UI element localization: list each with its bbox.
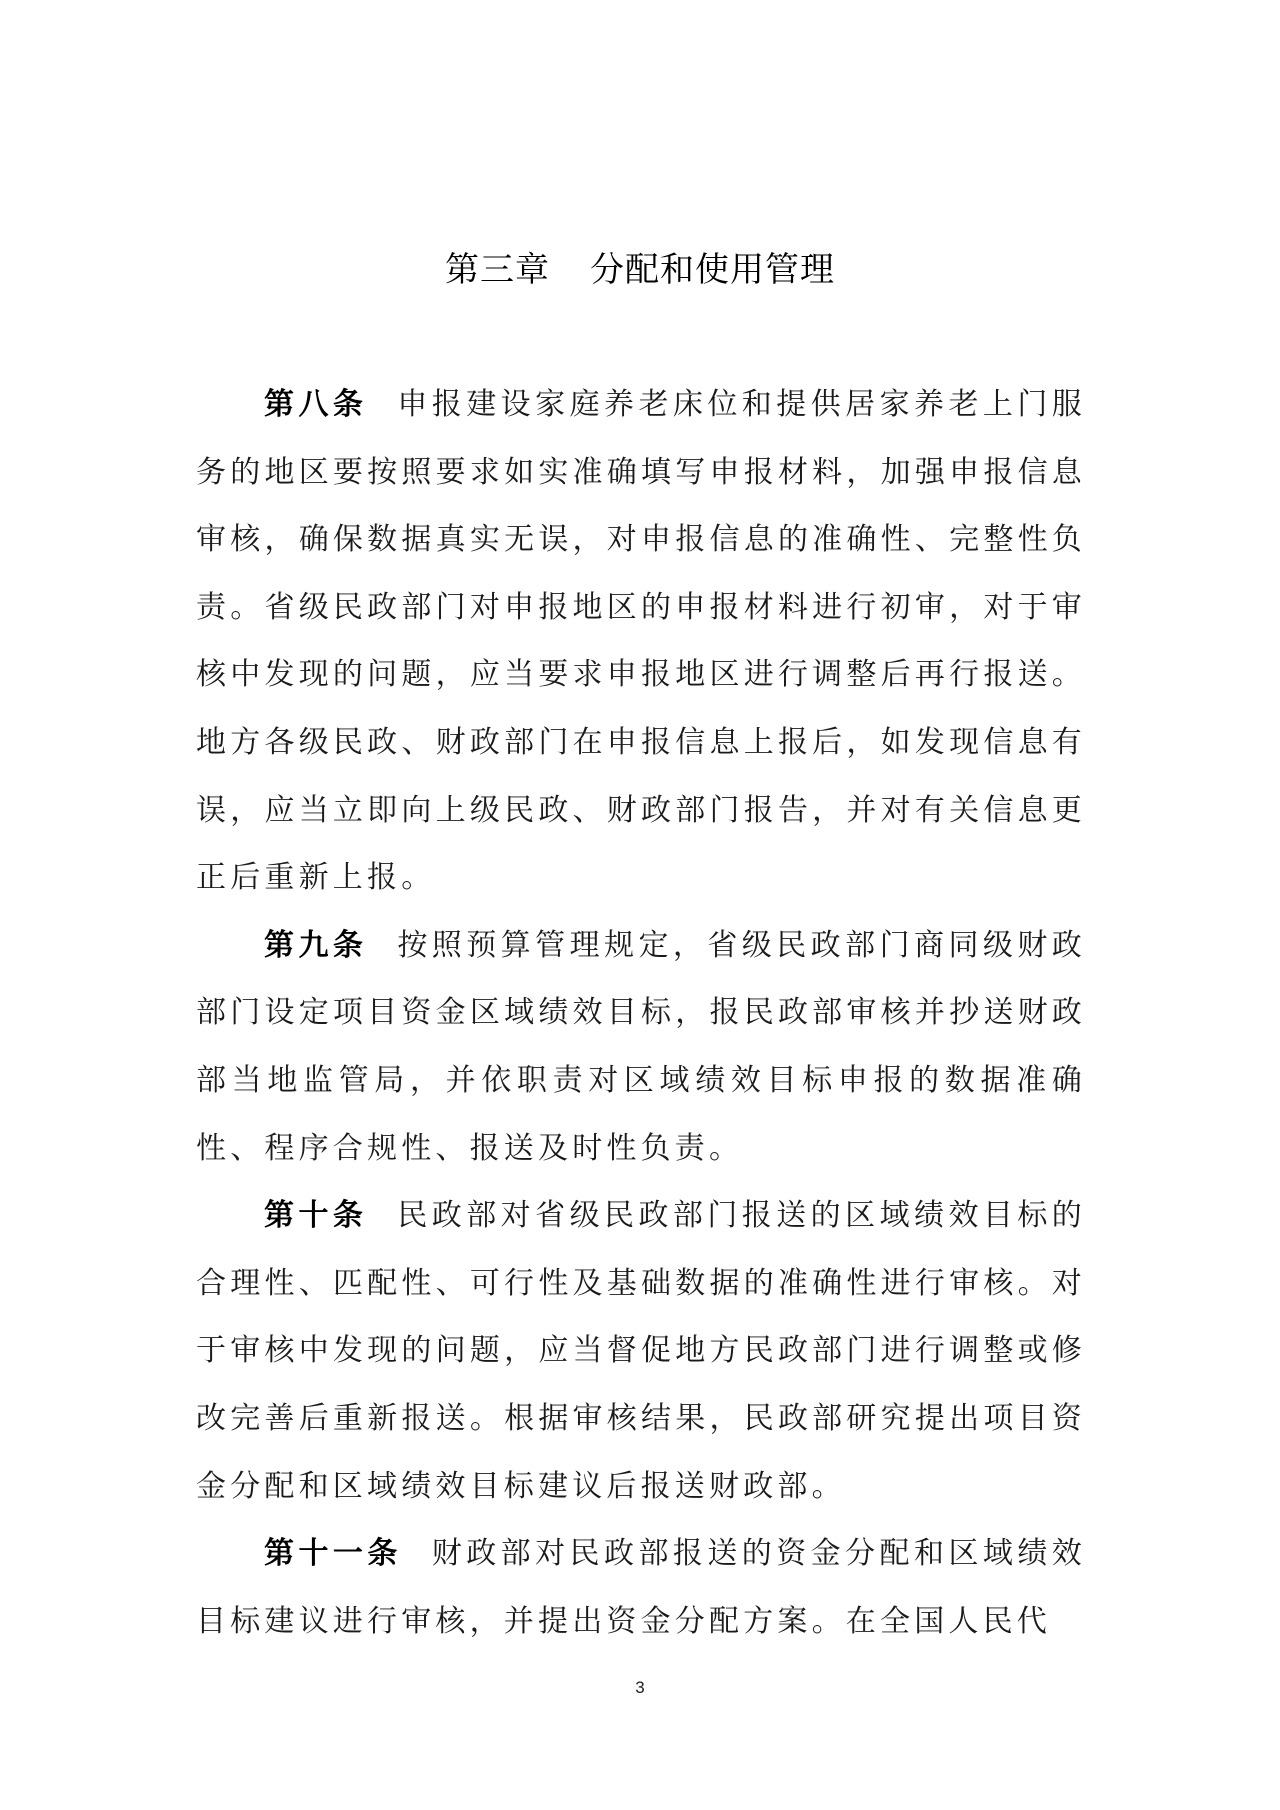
chapter-title	[0, 246, 1280, 294]
article-label: 第九条	[264, 927, 368, 963]
article-label: 第十条	[264, 1198, 368, 1234]
article-text: 按照预算管理规定，省级民政部门商同级财政部门设定项目资金区域绩效目标，报民政部审核并抄送财政部当地监管局，并依职责对区域绩效目标申报的数据准确性、程序合规性、报送及时性负责。	[196, 927, 1086, 1166]
article-11	[196, 1520, 1086, 1655]
article-text: 财政部对民政部报送的资金分配和区域绩效目标建议进行审核，并提出资金分配方案。在全国人民代	[196, 1536, 1086, 1639]
article-9	[196, 912, 1086, 1182]
article-text: 申报建设家庭养老床位和提供居家养老上门服务的地区要按照要求如实准确填写申报材料，加强申报信息审核，确保数据真实无误，对申报信息的准确性、完整性负责。省级民政部门对申报地区的申报材料进行初审，对于审核中发现的问题，应当要求申报地区进行调整后再行报送。地方各级民政、财政部门在申报信息上报后，如发现信息有误，应当立即向上级民政、财政部门报告，并对有关信息更正后重新上报。	[196, 387, 1086, 896]
article-10	[196, 1182, 1086, 1520]
article-text: 民政部对省级民政部门报送的区域绩效目标的合理性、匹配性、可行性及基础数据的准确性进行审核。对于审核中发现的问题，应当督促地方民政部门进行调整或修改完善后重新报送。根据审核结果，民政部研究提出项目资金分配和区域绩效目标建议后报送财政部。	[196, 1198, 1086, 1504]
article-8	[196, 371, 1086, 912]
page-number: 3	[635, 1678, 645, 1697]
chapter-name: 分配和使用管理	[590, 250, 835, 290]
article-label: 第八条	[264, 387, 368, 422]
chapter-number: 第三章	[445, 250, 550, 290]
article-label: 第十一条	[264, 1536, 402, 1572]
document-body	[196, 371, 1086, 1655]
